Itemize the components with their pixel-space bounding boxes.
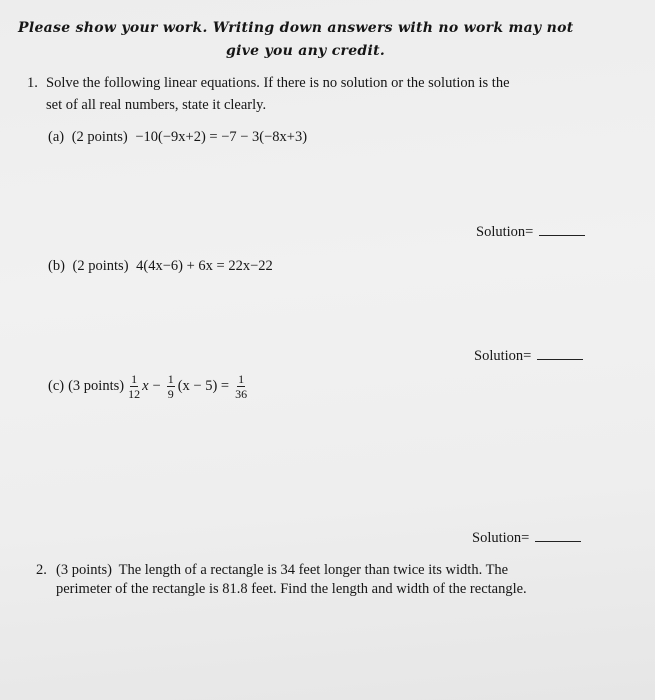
solution-c-blank[interactable]: [535, 531, 581, 542]
part-c-label: (c): [48, 378, 65, 394]
solution-c: [472, 530, 581, 547]
part-b-equation: 4(4x−6) + 6x = 22x−22: [136, 258, 273, 274]
part-c-var-x: x: [142, 378, 149, 394]
part-a: [48, 129, 307, 146]
part-c-paren: (x − 5) =: [177, 378, 230, 394]
part-c-fraction-1-36: $\frac{1}{36}$: [235, 372, 248, 401]
question-2-number: 2.: [36, 562, 47, 578]
question-2-line1: [56, 562, 508, 579]
question-1-instructions-line1: Solve the following linear equations. If there is no solution or the solution is the: [46, 75, 510, 91]
question-1-instructions-line2: set of all real numbers, state it clearly.: [46, 97, 267, 113]
solution-b-label: Solution=: [474, 348, 532, 364]
solution-a-label: Solution=: [476, 224, 534, 240]
part-c-fraction-1-12: $\frac{1}{12}$: [128, 372, 141, 401]
question-2-points: (3 points): [56, 562, 112, 578]
part-b: [48, 258, 273, 275]
solution-a-blank[interactable]: [539, 225, 585, 236]
instructions-header-line2: give you any credit.: [226, 43, 386, 59]
part-b-label: (b): [48, 258, 65, 274]
solution-a: [476, 224, 585, 241]
question-2-line2: perimeter of the rectangle is 81.8 feet. Find the length and width of the rectangle.: [56, 581, 527, 597]
part-a-points: (2 points): [71, 129, 128, 145]
part-c-minus: −: [152, 378, 161, 394]
part-c-points: (3 points): [68, 378, 125, 394]
solution-b: [474, 348, 583, 365]
part-a-equation: −10(−9x+2) = −7 − 3(−8x+3): [135, 129, 308, 145]
part-b-points: (2 points): [72, 258, 129, 274]
question-1-number: 1.: [27, 75, 38, 91]
question-2-text-line1: The length of a rectangle is 34 feet longer than twice its width. The: [118, 562, 509, 578]
part-c: [48, 373, 249, 400]
solution-b-blank[interactable]: [537, 349, 583, 360]
part-a-label: (a): [48, 129, 65, 145]
part-c-fraction-1-9: $\frac{1}{9}$: [167, 372, 174, 401]
instructions-header-line1: Please show your work. Writing down answers with no work may not: [18, 20, 574, 36]
solution-c-label: Solution=: [472, 530, 530, 546]
